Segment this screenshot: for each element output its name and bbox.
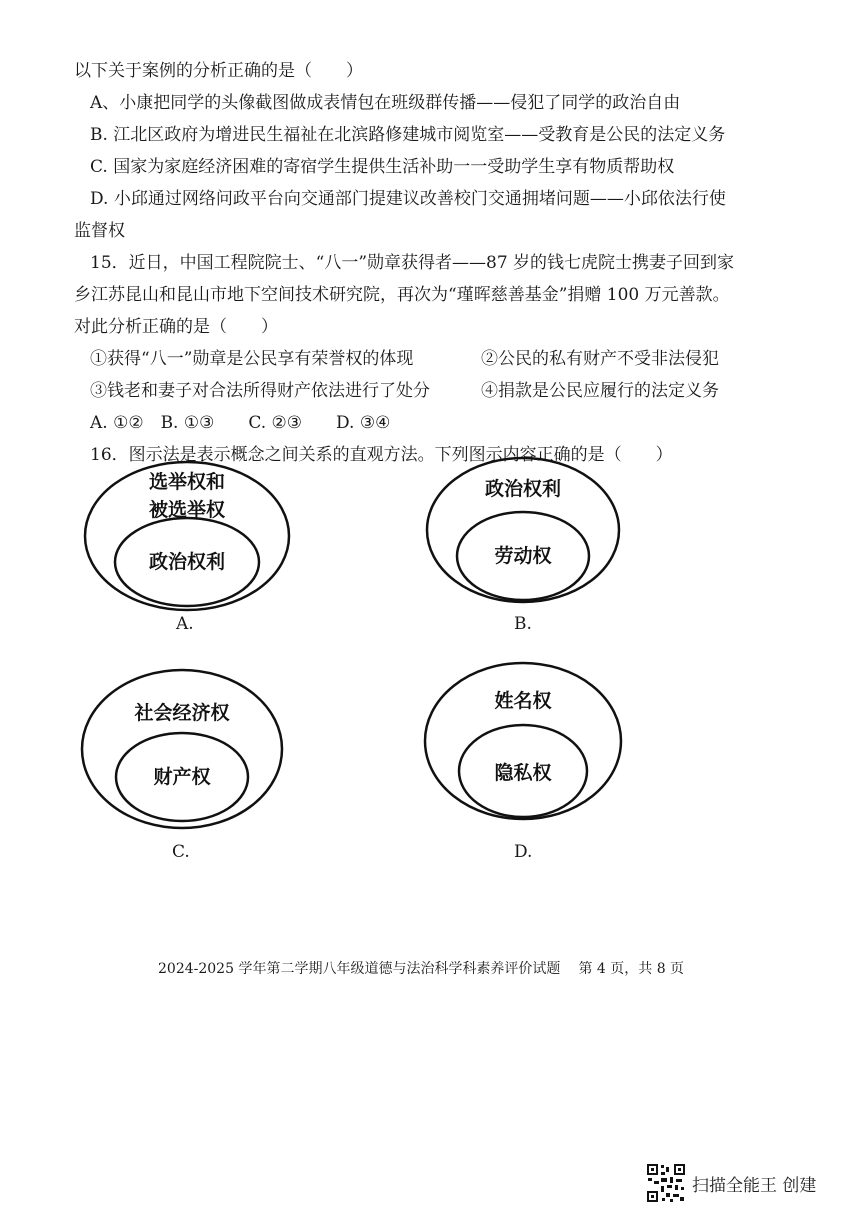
qr-code-icon xyxy=(646,1163,686,1203)
diagram-c xyxy=(76,665,296,835)
diagram-d xyxy=(420,657,630,827)
q15-statement-2: ②公民的私有财产不受非法侵犯 xyxy=(481,349,719,369)
q14-option-a: A、小康把同学的头像截图做成表情包在班级群传播——侵犯了同学的政治自由 xyxy=(90,93,681,113)
page-number: 第 4 页，共 8 页 xyxy=(578,961,685,977)
q14-option-c: C. 国家为家庭经济困难的寄宿学生提供生活补助一一受助学生享有物质帮助权 xyxy=(90,157,675,177)
diagram-d-inner-label: 隐私权 xyxy=(494,762,552,784)
q15-choices: A. ①② B. ①③ C. ②③ D. ③④ xyxy=(90,413,391,433)
diagram-a xyxy=(80,458,300,618)
diagram-a-outer-line1: 选举权和 xyxy=(148,471,226,493)
exam-title: 2024-2025 学年第二学期八年级道德与法治科学科素养评价试题 xyxy=(158,961,561,977)
q14-stem: 以下关于案例的分析正确的是（ ） xyxy=(74,61,363,81)
q15-statement-4: ④捐款是公民应履行的法定义务 xyxy=(481,381,719,401)
page-footer xyxy=(158,958,684,978)
q15-stem-line1: 15．近日，中国工程院院士、“八一”勋章获得者——87 岁的钱七虎院士携妻子回到家 xyxy=(90,253,735,273)
diagram-b-caption: B. xyxy=(514,614,532,634)
diagram-a-caption: A. xyxy=(176,614,194,634)
diagram-a-inner-label: 政治权利 xyxy=(148,551,226,573)
diagram-a-outer-line2: 被选举权 xyxy=(148,499,226,521)
scanner-watermark xyxy=(646,1163,816,1203)
diagram-c-outer-label: 社会经济权 xyxy=(134,702,230,724)
diagram-d-caption: D. xyxy=(514,842,533,862)
diagram-b xyxy=(420,452,630,612)
q16-stem: 16．图示法是表示概念之间关系的直观方法。下列图示内容正确的是（ ） xyxy=(90,445,673,465)
diagram-d-outer-label: 姓名权 xyxy=(494,690,552,712)
diagram-b-inner-label: 劳动权 xyxy=(494,545,552,567)
scanner-watermark-text: 扫描全能王 创建 xyxy=(692,1175,817,1196)
q15-stem-line2: 乡江苏昆山和昆山市地下空间技术研究院，再次为“瑾晖慈善基金”捐赠 100 万元善款。 xyxy=(74,285,730,305)
q14-option-b: B. 江北区政府为增进民生福祉在北滨路修建城市阅览室——受教育是公民的法定义务 xyxy=(90,125,726,145)
diagram-b-outer-label: 政治权利 xyxy=(484,478,562,500)
q15-stem-line3: 对此分析正确的是（ ） xyxy=(74,317,278,337)
q15-statement-1: ①获得“八一”勋章是公民享有荣誉权的体现 xyxy=(90,349,414,369)
q14-option-d-continued: 监督权 xyxy=(74,221,125,241)
diagram-c-inner-label: 财产权 xyxy=(153,766,211,788)
q15-statement-3: ③钱老和妻子对合法所得财产依法进行了处分 xyxy=(90,381,430,401)
diagram-c-caption: C. xyxy=(172,842,190,862)
q14-option-d: D. 小邱通过网络问政平台向交通部门提建议改善校门交通拥堵问题——小邱依法行使 xyxy=(90,189,726,209)
